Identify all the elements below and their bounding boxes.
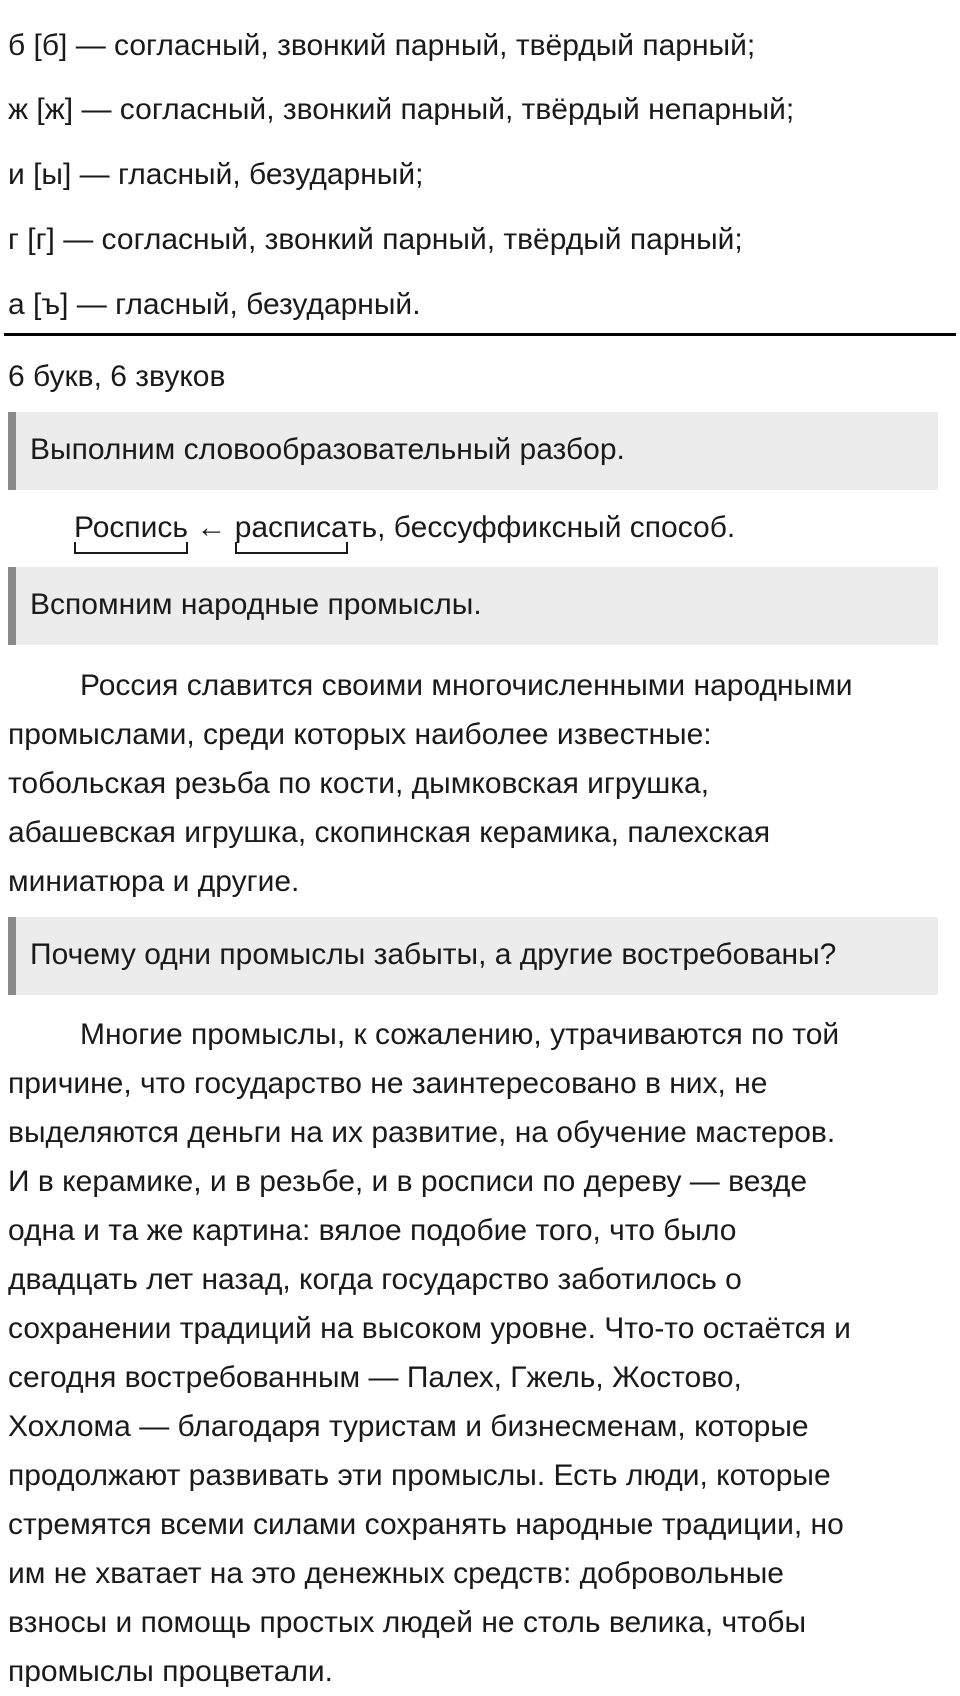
phonetic-line-b: б [б] — согласный, звонкий парный, твёрдый парный; [8, 29, 756, 62]
letters-sounds-summary: 6 букв, 6 звуков [8, 360, 226, 393]
paragraph-line: Россия славится своими многочисленными народными [80, 669, 853, 702]
derivation-arrow: ← [188, 511, 235, 544]
paragraph-line: Хохлома — благодаря туристам и бизнесменам, которые [8, 1410, 809, 1443]
divider-rule [4, 333, 956, 336]
phonetic-line-a: а [ъ] — гласный, безударный. [8, 288, 421, 321]
word-formation-heading: Выполним словообразовательный разбор. [30, 433, 625, 466]
paragraph-line: миниатюра и другие. [8, 865, 300, 898]
phonetic-line-i: и [ы] — гласный, безударный; [8, 158, 424, 191]
derived-word-root: Роспись [74, 510, 188, 546]
question-heading: Почему одни промыслы забыты, а другие востребованы? [30, 938, 837, 971]
crafts-heading-box [8, 567, 938, 645]
paragraph-line: сегодня востребованным — Палех, Гжель, Жостово, [8, 1361, 742, 1394]
crafts-heading: Вспомним народные промыслы. [30, 588, 482, 621]
paragraph-line: взносы и помощь простых людей не столь велика, чтобы [8, 1606, 807, 1639]
phonetic-line-zh: ж [ж] — согласный, звонкий парный, твёрдый непарный; [8, 93, 795, 126]
paragraph-line: одна и та же картина: вялое подобие того, что было [8, 1214, 737, 1247]
paragraph-line: абашевская игрушка, скопинская керамика, палехская [8, 816, 771, 849]
question-heading-box [8, 917, 938, 995]
paragraph-line: промыслами, среди которых наиболее известные: [8, 718, 712, 751]
paragraph-line: причине, что государство не заинтересовано в них, не [8, 1067, 768, 1100]
phonetic-line-g: г [г] — согласный, звонкий парный, твёрдый парный; [8, 223, 743, 256]
source-word-root: расписа [235, 510, 348, 546]
paragraph-line: стремятся всеми силами сохранять народные традиции, но [8, 1508, 844, 1541]
root-bracket-mark [74, 542, 188, 554]
paragraph-line: сохранении традиций на высоком уровне. Что-то остаётся и [8, 1312, 851, 1345]
root-bracket-mark [235, 542, 348, 554]
paragraph-line: выделяются деньги на их развитие, на обучение мастеров. [8, 1116, 836, 1149]
paragraph-line: продолжают развивать эти промыслы. Есть люди, которые [8, 1459, 831, 1492]
paragraph-line: промыслы процветали. [8, 1655, 333, 1688]
paragraph-line: двадцать лет назад, когда государство заботилось о [8, 1263, 742, 1296]
paragraph-line: И в керамике, и в резьбе, и в росписи по дереву — везде [8, 1165, 808, 1198]
answer-paragraph [8, 1010, 948, 1696]
crafts-paragraph [8, 661, 948, 906]
derivation-method: ть, бессуффиксный способ. [347, 511, 736, 544]
paragraph-line: Многие промыслы, к сожалению, утрачиваются по той [80, 1018, 840, 1051]
word-formation-heading-box [8, 412, 938, 490]
paragraph-line: им не хватает на это денежных средств: добровольные [8, 1557, 784, 1590]
paragraph-line: тобольская резьба по кости, дымковская игрушка, [8, 767, 710, 800]
word-formation-analysis [74, 510, 735, 546]
